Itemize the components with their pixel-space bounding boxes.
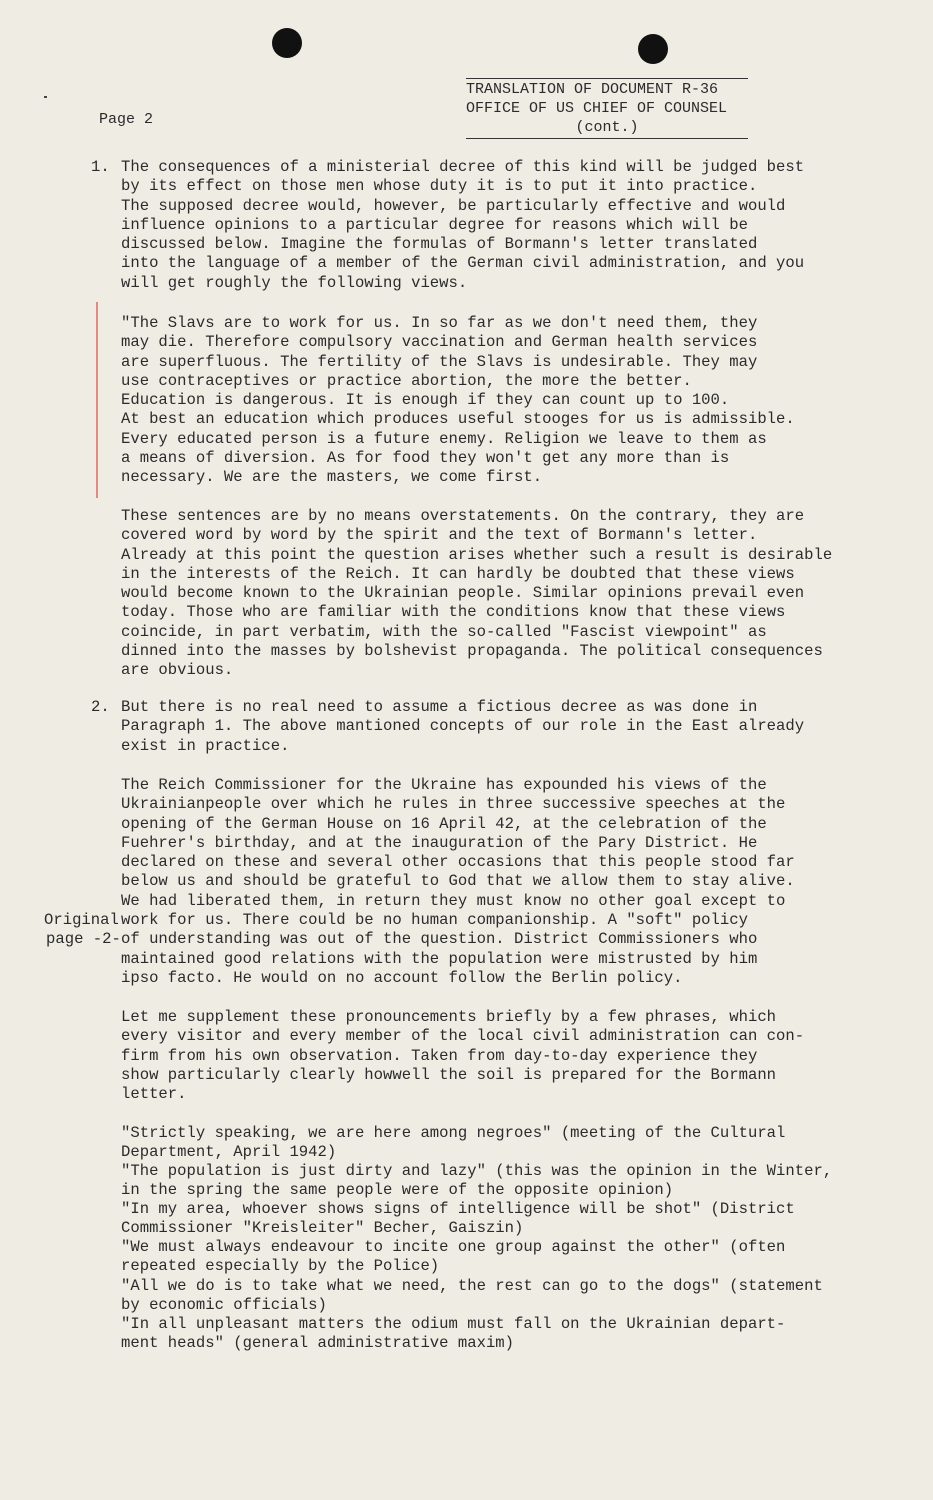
slavs-quote-block: "The Slavs are to work for us. In so far as we don't need them, they may die. Therefore compulsory vaccination and German health services are superfluous. The fertility of the Slavs is undesirable. They may use contraceptives or practice abortion, the more the better. Education is dangerous. It is enough if they can count up to 100. At best an education which produces useful stooges for us is admissible. Every educated person is a future enemy. Religion we leave to them as a means of diversion. As for food they won't get any more than is necessary. We are the masters, we come first. [121,314,795,487]
header-title-line2: OFFICE OF US CHIEF OF COUNSEL [466,100,728,117]
header-rule-bottom [466,138,748,139]
quote-item: "In my area, whoever shows signs of intelligence will be shot" (District Commissioner "Kreisleiter" Becher, Gaiszin) [121,1200,795,1238]
header-rule-top [466,78,748,79]
paragraph-2-text: But there is no real need to assume a fictious decree as was done in Paragraph 1. The above mantioned concepts of our role in the East already exist in practice. [121,698,805,755]
paragraph-sentences: These sentences are by no means overstatements. On the contrary, they are covered word by word by the spirit and the text of Bormann's letter. Already at this point the question arises whether such a result is desirable in the interests of the Reich. It can hardly be doubted that these views would become known to the Ukrainian people. Similar opinions prevail even today. Those who are familiar with the conditions know that these views coincide, in part verbatim, with the so-called "Fascist viewpoint" as dinned into the masses by bolshevist propaganda. The political consequences are obvious. [121,507,833,680]
paragraph-reich-commissioner: The Reich Commissioner for the Ukraine has expounded his views of the Ukrainianpeople over which he rules in three successive speeches at the opening of the German House on 16 April 42, at the celebration of the Fuehrer's birthday, and at the inauguration of the Pary District. He declared on these and several other occasions that this people stood far below us and should be grateful to God that we allow them to stay alive. We had liberated them, in return they must know no other goal except to work for us. There could be no human companionship. A "soft" policy of understanding was out of the question. District Commissioners who maintained good relations with the population were mistrusted by him ipso facto. He would on no account follow the Berlin policy. [121,776,795,987]
paragraph-2-number: 2. [91,698,110,716]
quote-item: "In all unpleasant matters the odium must fall on the Ukrainian depart- ment heads" (general administrative maxim) [121,1315,786,1353]
quote-item: "We must always endeavour to incite one group against the other" (often repeated especially by the Police) [121,1238,786,1276]
document-header [466,78,748,139]
header-title-line1: TRANSLATION OF DOCUMENT R-36 [466,81,719,98]
quote-item: "All we do is to take what we need, the rest can go to the dogs" (statement by economic officials) [121,1277,823,1315]
red-margin-mark [96,302,98,498]
punch-hole-right [638,34,668,64]
header-cont: (cont.) [575,119,639,136]
page-label: Page 2 [99,111,154,128]
punch-hole-left [272,28,302,58]
quote-item: "The population is just dirty and lazy" (this was the opinion in the Winter, in the spring the same people were of the opposite opinion) [121,1162,833,1200]
margin-note-original: Original [44,911,119,929]
quote-item: "Strictly speaking, we are here among negroes" (meeting of the Cultural Department, April 1942) [121,1124,786,1162]
speck-mark [44,96,47,98]
paragraph-1-number: 1. [91,158,110,176]
margin-note-page: page -2- [46,930,121,948]
paragraph-1-text: The consequences of a ministerial decree of this kind will be judged best by its effect on those men whose duty it is to put it into practice. The supposed decree would, however, be particularly effective and would influence opinions to a particular degree for reasons which will be discussed below. Imagine the formulas of Bormann's letter translated into the language of a member of the German civil administration, and you will get roughly the following views. [121,158,805,292]
paragraph-supplement: Let me supplement these pronouncements briefly by a few phrases, which every visitor and every member of the local civil administration can con- firm from his own observation. Taken from day-to-day experience they show particularly clearly howwell the soil is prepared for the Bormann letter. [121,1008,805,1104]
